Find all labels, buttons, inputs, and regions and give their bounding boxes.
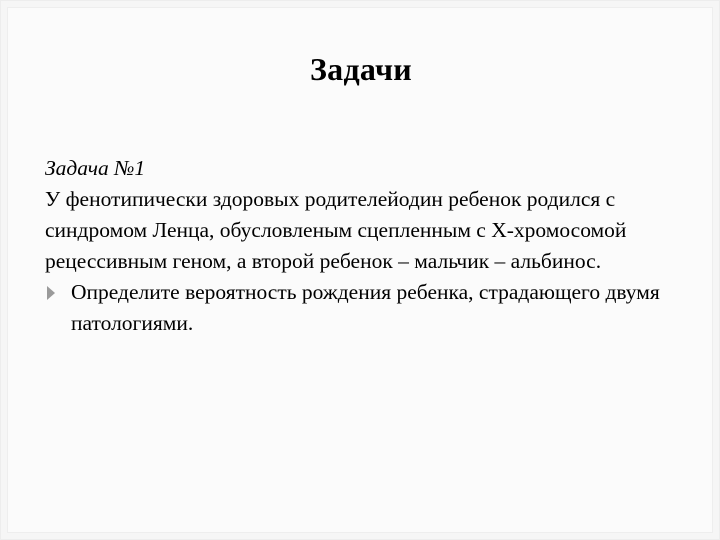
triangle-bullet-icon [47,286,55,300]
slide-content [45,153,705,339]
task-heading: Задача №1 [45,156,146,180]
bullet-text: Определите вероятность рождения ребенка, страдающего двумя патологиями. [71,280,660,335]
task-text: У фенотипически здоровых родителейодин ребенок родился с синдромом Ленца, обусловленым сцепленным с X-хромосомой рецессивным геном, а второй ребенок – мальчик – альбинос. [45,187,627,273]
bullet-item [45,277,705,339]
slide-title: Задачи [309,51,413,87]
